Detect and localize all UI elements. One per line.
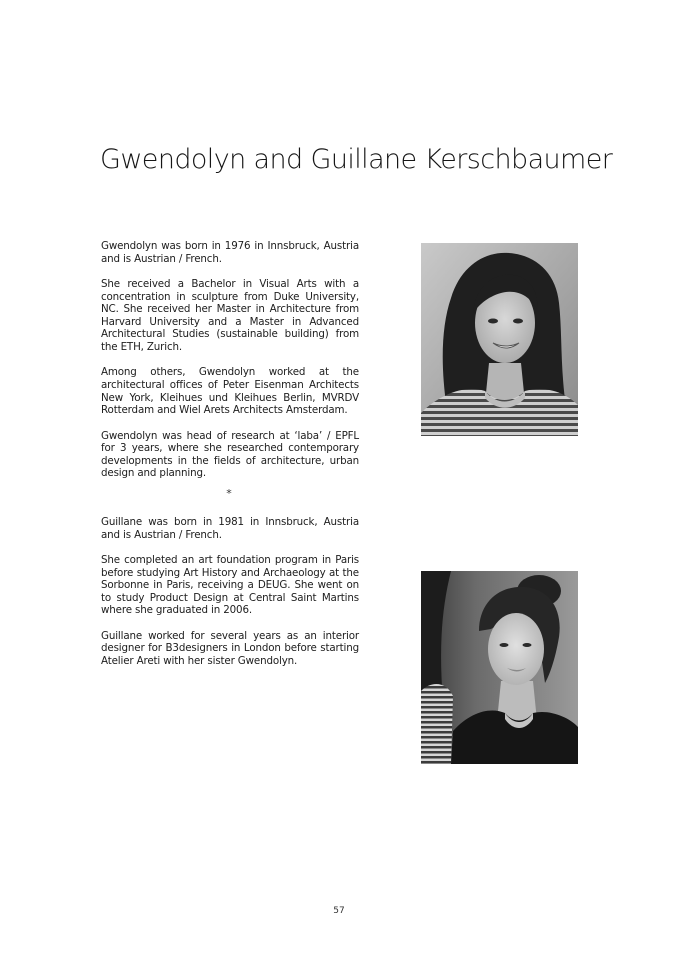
gwendolyn-portrait-photo [421,243,578,436]
bio-paragraph: She received a Bachelor in Visual Arts with a concentration in sculpture from Duke University, NC. She received her Master in Architecture from Harvard University and a Master in Advanced Architectural Studies (sustainable building) from the ETH, Zurich. [101,277,359,353]
page-number: 57 [333,906,345,916]
page-title: Gwendolyn and Guillane Kerschbaumer [100,144,613,175]
bio-paragraph: Gwendolyn was head of research at ‘laba’ / EPFL for 3 years, where she researched contemporary developments in the fields of architecture, urban design and planning. [101,429,359,480]
bio-paragraph: Guillane was born in 1981 in Innsbruck, Austria and is Austrian / French. [101,516,359,541]
section-separator: * [226,487,232,500]
bio-paragraph: She completed an art foundation program in Paris before studying Art History and Archaeology at the Sorbonne in Paris, receiving a DEUG. She went on to study Product Design at Central Saint Martins where she graduated in 2006. [101,553,359,617]
bio-paragraph: Among others, Gwendolyn worked at the architectural offices of Peter Eisenman Architects New York, Kleihues und Kleihues Berlin, MVRDV Rotterdam and Wiel Arets Architects Amsterdam. [101,366,359,417]
guillane-bio [101,516,359,680]
gwendolyn-bio [101,240,359,493]
guillane-portrait-photo [421,571,578,764]
bio-paragraph: Guillane worked for several years as an interior designer for B3designers in London before starting Atelier Areti with her sister Gwendolyn. [101,629,359,667]
bio-paragraph: Gwendolyn was born in 1976 in Innsbruck, Austria and is Austrian / French. [101,240,359,265]
